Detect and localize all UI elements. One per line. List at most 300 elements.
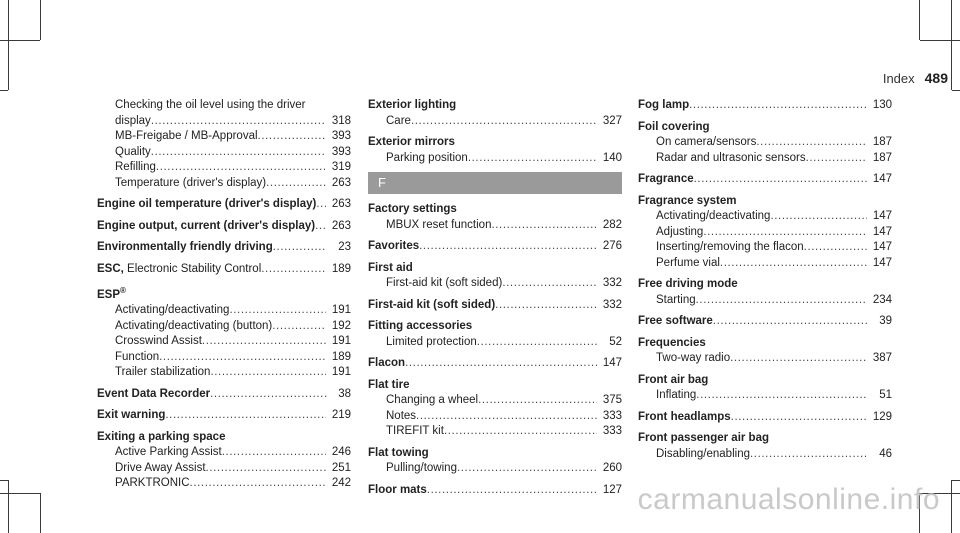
page-reference[interactable]: 375: [602, 394, 622, 406]
term-label: Flacon: [368, 357, 406, 369]
term-text: [368, 261, 413, 277]
index-entry: [638, 336, 892, 367]
index-entry: [97, 283, 351, 381]
index-subterm[interactable]: [97, 445, 351, 461]
index-subterm[interactable]: [638, 209, 892, 225]
index-column-3: [638, 98, 892, 468]
index-entry: [97, 262, 351, 278]
dot-leader: [165, 408, 325, 424]
term-text: [368, 239, 419, 255]
index-subterm[interactable]: [97, 350, 351, 366]
term-text: [115, 319, 272, 335]
index-subterm[interactable]: [97, 160, 351, 176]
term-text: [638, 277, 738, 293]
term-label: Flat tire: [368, 378, 410, 391]
page-reference[interactable]: 219: [331, 409, 351, 422]
index-term[interactable]: [368, 98, 622, 114]
dot-leader: [457, 461, 597, 477]
term-label: Adjusting: [656, 225, 704, 238]
term-label: ESP: [97, 288, 121, 301]
dot-leader: [806, 151, 867, 167]
term-text: [656, 256, 720, 272]
term-label: Environmentally friendly driving: [97, 241, 273, 253]
term-text: [386, 151, 468, 167]
term-label: Limited protection: [386, 335, 477, 348]
page-reference[interactable]: 332: [602, 298, 622, 311]
page-reference[interactable]: 263: [331, 219, 351, 232]
term-text: [638, 314, 713, 330]
crop-mark: [8, 480, 9, 533]
term-label: Event Data Recorder: [97, 387, 211, 400]
term-text: [386, 335, 477, 351]
crop-mark: [40, 0, 41, 40]
term-text: [115, 334, 202, 350]
term-text: [386, 276, 502, 292]
index-subterm[interactable]: [638, 293, 892, 309]
index-subterm[interactable]: [368, 335, 622, 351]
index-term[interactable]: [97, 283, 351, 303]
page-reference[interactable]: 147: [872, 225, 892, 238]
index-subterm[interactable]: [97, 334, 351, 350]
term-text: [386, 461, 457, 477]
index-subterm[interactable]: [97, 114, 351, 130]
page-reference[interactable]: 147: [872, 256, 892, 269]
index-term[interactable]: [97, 408, 351, 424]
term-text: [97, 408, 165, 424]
index-entry: [368, 261, 622, 292]
dot-leader: [258, 129, 326, 145]
index-term[interactable]: [368, 261, 622, 277]
crop-mark: [0, 90, 8, 91]
index-entry: [368, 202, 622, 233]
page-reference[interactable]: 332: [602, 277, 622, 289]
index-term[interactable]: [97, 240, 351, 256]
index-subterm[interactable]: [97, 176, 351, 192]
index-term[interactable]: [368, 319, 622, 335]
term-text: [97, 240, 273, 256]
term-text: [656, 293, 696, 309]
index-entry: [97, 387, 351, 403]
index-subterm[interactable]: [97, 303, 351, 319]
term-label: Disabling/enabling: [656, 447, 750, 460]
index-term[interactable]: [638, 277, 892, 293]
term-label: ESC,: [97, 262, 124, 275]
term-label: Foil covering: [638, 120, 710, 133]
term-text: [115, 176, 266, 192]
dot-leader: [444, 424, 597, 440]
page-reference[interactable]: 263: [331, 198, 351, 210]
term-text: [115, 98, 306, 114]
index-subterm[interactable]: [368, 409, 622, 425]
index-entry: [368, 239, 622, 255]
index-subterm[interactable]: [97, 319, 351, 335]
term-text: [368, 319, 472, 335]
index-entry: [638, 277, 892, 308]
page-reference[interactable]: 333: [602, 409, 622, 422]
dot-leader: [468, 151, 597, 167]
term-label: display: [115, 114, 151, 127]
term-text: [656, 225, 703, 241]
page-reference[interactable]: 191: [331, 335, 351, 348]
term-label: Trailer stabilization: [115, 366, 211, 379]
dot-leader: [502, 276, 597, 292]
term-text: [368, 135, 455, 151]
dot-leader: [416, 409, 597, 425]
index-entry: [368, 356, 622, 372]
index-term[interactable]: [638, 172, 892, 188]
index-term[interactable]: [368, 356, 622, 372]
index-subterm[interactable]: [638, 351, 892, 367]
index-subterm[interactable]: [368, 393, 622, 409]
page-reference[interactable]: 147: [872, 241, 892, 253]
index-subterm[interactable]: [368, 218, 622, 234]
dot-leader: [756, 135, 866, 151]
index-subterm[interactable]: [638, 256, 892, 272]
term-label: Function: [115, 350, 160, 363]
dot-leader: [411, 114, 597, 130]
page-reference[interactable]: 46: [879, 447, 892, 460]
dot-leader: [696, 293, 867, 309]
term-label: Exiting a parking space: [97, 430, 226, 443]
page-reference[interactable]: 318: [331, 114, 351, 127]
dot-leader: [151, 145, 326, 161]
term-text: [97, 262, 261, 278]
term-label: Starting: [656, 293, 696, 306]
index-term[interactable]: [97, 197, 351, 213]
term-text: [368, 98, 456, 114]
term-text: [115, 129, 258, 145]
term-label: Activating/deactivating: [115, 304, 230, 317]
index-entry: [638, 120, 892, 167]
page-reference[interactable]: 319: [331, 161, 351, 173]
crop-mark: [0, 493, 40, 494]
index-entry: [97, 408, 351, 424]
page-reference[interactable]: 147: [872, 210, 892, 222]
dot-leader: [222, 445, 326, 461]
term-label: Temperature (driver's display): [115, 176, 267, 189]
page-reference[interactable]: 129: [872, 410, 892, 423]
dot-leader: [696, 388, 868, 404]
crop-mark: [952, 90, 960, 91]
index-entry: [368, 483, 622, 499]
term-label: Fog lamp: [638, 99, 690, 111]
term-text: [115, 445, 222, 461]
term-label: Inflating: [656, 389, 697, 401]
term-label: Drive Away Assist: [115, 461, 206, 474]
page-reference[interactable]: 189: [331, 350, 351, 363]
term-text: [656, 151, 806, 167]
index-subterm[interactable]: [97, 476, 351, 492]
page-reference[interactable]: 393: [331, 145, 351, 158]
crop-mark: [951, 480, 952, 533]
page-reference[interactable]: 38: [338, 387, 351, 400]
term-label: Flat towing: [368, 446, 429, 459]
dot-leader: [419, 239, 597, 255]
index-term[interactable]: [368, 378, 622, 394]
page-reference[interactable]: 242: [331, 477, 351, 490]
term-label: Parking position: [386, 151, 468, 164]
term-text: [386, 218, 491, 234]
term-label: MBUX reset function: [386, 218, 492, 231]
index-subterm[interactable]: [368, 114, 622, 130]
term-text: [638, 336, 706, 352]
index-term[interactable]: [638, 336, 892, 352]
index-term[interactable]: [638, 410, 892, 426]
crop-mark: [0, 480, 8, 481]
term-text: [368, 298, 495, 314]
index-entry: [638, 431, 892, 462]
dot-leader: [703, 225, 867, 241]
page-reference[interactable]: 234: [872, 293, 892, 306]
term-text: [638, 172, 694, 188]
term-text: [97, 197, 316, 213]
index-column-2: [368, 98, 622, 504]
dot-leader: [159, 350, 326, 366]
page-reference[interactable]: 187: [872, 151, 892, 164]
term-label: Radar and ultrasonic sensors: [656, 151, 806, 164]
index-subterm[interactable]: [638, 447, 892, 463]
dot-leader: [770, 209, 866, 225]
index-subterm[interactable]: [368, 151, 622, 167]
term-text: [368, 202, 457, 218]
index-term[interactable]: [638, 194, 892, 210]
index-entry: [638, 172, 892, 188]
term-text: [656, 388, 696, 404]
index-term[interactable]: [638, 314, 892, 330]
term-label: Activating/deactivating: [656, 210, 771, 222]
index-entry: [368, 298, 622, 314]
index-subterm[interactable]: [368, 461, 622, 477]
page-reference[interactable]: 127: [602, 483, 622, 496]
index-term[interactable]: [368, 239, 622, 255]
page-reference[interactable]: 327: [602, 114, 622, 127]
crop-mark: [920, 40, 960, 41]
term-text: [656, 240, 804, 256]
dot-leader: [477, 335, 598, 351]
dot-leader: [720, 256, 867, 272]
term-description: Electronic Stability Control: [123, 262, 262, 275]
index-term[interactable]: [97, 262, 351, 278]
term-label: Engine oil temperature (driver's display): [97, 198, 317, 210]
term-label: Front air bag: [638, 373, 709, 386]
term-label: Frequencies: [638, 336, 706, 349]
index-entry: [368, 319, 622, 350]
term-label: Two-way radio: [656, 352, 731, 364]
term-text: [386, 424, 444, 440]
page-reference[interactable]: 263: [331, 176, 351, 189]
term-text: [115, 350, 159, 366]
term-label: Exit warning: [97, 409, 166, 422]
index-term[interactable]: [97, 219, 351, 235]
term-label: Care: [386, 114, 411, 127]
dot-leader: [405, 356, 597, 372]
term-text: [656, 135, 756, 151]
crop-mark: [952, 480, 960, 481]
page-reference[interactable]: 191: [331, 304, 351, 317]
index-term[interactable]: [368, 446, 622, 462]
dot-leader: [694, 172, 867, 188]
term-label: Inserting/removing the flacon: [656, 241, 804, 253]
dot-leader: [427, 483, 597, 499]
page-reference[interactable]: 276: [602, 240, 622, 252]
term-label: PARKTRONIC: [115, 477, 190, 490]
term-label: First-aid kit (soft sided): [368, 298, 496, 311]
index-term[interactable]: [638, 373, 892, 389]
term-label: Pulling/towing: [386, 462, 457, 474]
term-label: Floor mats: [368, 483, 427, 496]
crop-mark: [40, 493, 41, 533]
page-reference[interactable]: 130: [872, 99, 892, 111]
crop-mark: [0, 40, 40, 41]
index-entry: [638, 194, 892, 272]
term-label: Perfume vial: [656, 256, 720, 269]
index-subterm[interactable]: [97, 461, 351, 477]
index-subterm[interactable]: [368, 276, 622, 292]
dot-leader: [272, 319, 326, 335]
dot-leader: [261, 262, 326, 278]
page-reference[interactable]: 23: [338, 241, 351, 253]
index-entry: [638, 410, 892, 426]
index-entry: [368, 135, 622, 166]
index-term[interactable]: [368, 483, 622, 499]
term-label: Front headlamps: [638, 410, 731, 423]
term-label: Crosswind Assist: [115, 335, 202, 348]
page-header: [883, 70, 948, 86]
index-subterm[interactable]: [638, 135, 892, 151]
term-text: [97, 387, 210, 403]
index-entry: [368, 98, 622, 129]
page-reference[interactable]: 192: [331, 319, 351, 332]
page-reference[interactable]: 282: [602, 218, 622, 231]
crop-mark: [919, 0, 920, 40]
dot-leader: [210, 387, 327, 403]
crop-mark: [951, 0, 952, 90]
term-text: [656, 447, 750, 463]
term-label: Changing a wheel: [386, 394, 479, 406]
dot-leader: [266, 176, 326, 192]
term-text: [115, 145, 151, 161]
dot-leader: [491, 218, 596, 234]
page-reference[interactable]: 246: [331, 446, 351, 459]
dot-leader: [156, 160, 326, 176]
term-label: MB-Freigabe / MB-Approval: [115, 130, 258, 142]
term-label: Free software: [638, 315, 713, 327]
term-text: [656, 209, 770, 225]
term-label: Fragrance system: [638, 194, 737, 207]
dot-leader: [229, 303, 325, 319]
dot-leader: [689, 98, 867, 114]
page-reference[interactable]: 260: [602, 462, 622, 474]
index-term[interactable]: [97, 430, 351, 446]
term-text: [386, 393, 478, 409]
term-text: [115, 476, 190, 492]
index-term[interactable]: [368, 135, 622, 151]
dot-leader: [478, 393, 597, 409]
dot-leader: [190, 476, 326, 492]
crop-mark: [8, 0, 9, 90]
term-text: [638, 194, 736, 210]
term-text: [115, 461, 206, 477]
term-text: [638, 98, 689, 114]
registered-mark: ®: [120, 286, 126, 295]
term-text: [368, 483, 427, 499]
term-label: Favorites: [368, 240, 420, 252]
term-text: [638, 410, 731, 426]
page-reference[interactable]: 387: [872, 352, 892, 364]
index-subterm[interactable]: [638, 225, 892, 241]
index-term[interactable]: [368, 202, 622, 218]
page-reference[interactable]: 52: [609, 335, 622, 348]
page-reference[interactable]: 393: [331, 130, 351, 142]
term-text: [386, 409, 416, 425]
index-subterm[interactable]: [97, 145, 351, 161]
index-term[interactable]: [638, 431, 892, 447]
page-reference[interactable]: 189: [331, 262, 351, 275]
dot-leader: [210, 365, 325, 381]
term-text: [368, 378, 410, 394]
index-subterm[interactable]: [638, 240, 892, 256]
index-entry: [368, 446, 622, 477]
dot-leader: [804, 240, 867, 256]
term-text: [97, 283, 126, 303]
section-label: Index: [882, 71, 915, 86]
term-label: Activating/deactivating (button): [115, 319, 273, 332]
term-label: Front passenger air bag: [638, 432, 770, 444]
page-number: 489: [924, 70, 948, 86]
index-subterm[interactable]: [638, 388, 892, 404]
term-label: Active Parking Assist: [115, 446, 222, 459]
index-subterm[interactable]: [97, 129, 351, 145]
section-letter: F: [368, 172, 622, 194]
index-entry: [97, 98, 351, 191]
dot-leader: [731, 410, 867, 426]
term-label: Exterior mirrors: [368, 136, 455, 148]
term-text: [115, 365, 210, 381]
page-reference[interactable]: 147: [602, 357, 622, 369]
index-term[interactable]: [638, 120, 892, 136]
dot-leader: [495, 298, 597, 314]
term-label: Checking the oil level using the driver: [115, 99, 306, 111]
page-reference[interactable]: 333: [602, 425, 622, 437]
index-term[interactable]: [97, 387, 351, 403]
page-reference[interactable]: 140: [602, 151, 622, 164]
index-subterm[interactable]: [368, 424, 622, 440]
term-text: [115, 160, 156, 176]
index-entry: [97, 219, 351, 235]
page-reference[interactable]: 251: [331, 461, 351, 474]
dot-leader: [151, 114, 326, 130]
dot-leader: [750, 447, 868, 463]
page-reference[interactable]: 187: [872, 136, 892, 148]
term-label: Fitting accessories: [368, 320, 473, 332]
page-reference[interactable]: 147: [872, 173, 892, 185]
index-subterm[interactable]: [638, 151, 892, 167]
index-term[interactable]: [368, 298, 622, 314]
index-term[interactable]: [638, 98, 892, 114]
page-reference[interactable]: 191: [331, 366, 351, 379]
term-label: Free driving mode: [638, 278, 738, 290]
term-label: Refilling: [115, 161, 156, 173]
term-text: [638, 431, 769, 447]
index-subterm[interactable]: [97, 365, 351, 381]
term-label: On camera/sensors: [656, 136, 757, 148]
term-text: [368, 356, 405, 372]
page-reference[interactable]: 39: [879, 315, 892, 327]
page-reference[interactable]: 51: [879, 389, 892, 401]
index-entry: [368, 378, 622, 440]
index-entry: [97, 240, 351, 256]
index-subterm[interactable]: [97, 98, 351, 114]
